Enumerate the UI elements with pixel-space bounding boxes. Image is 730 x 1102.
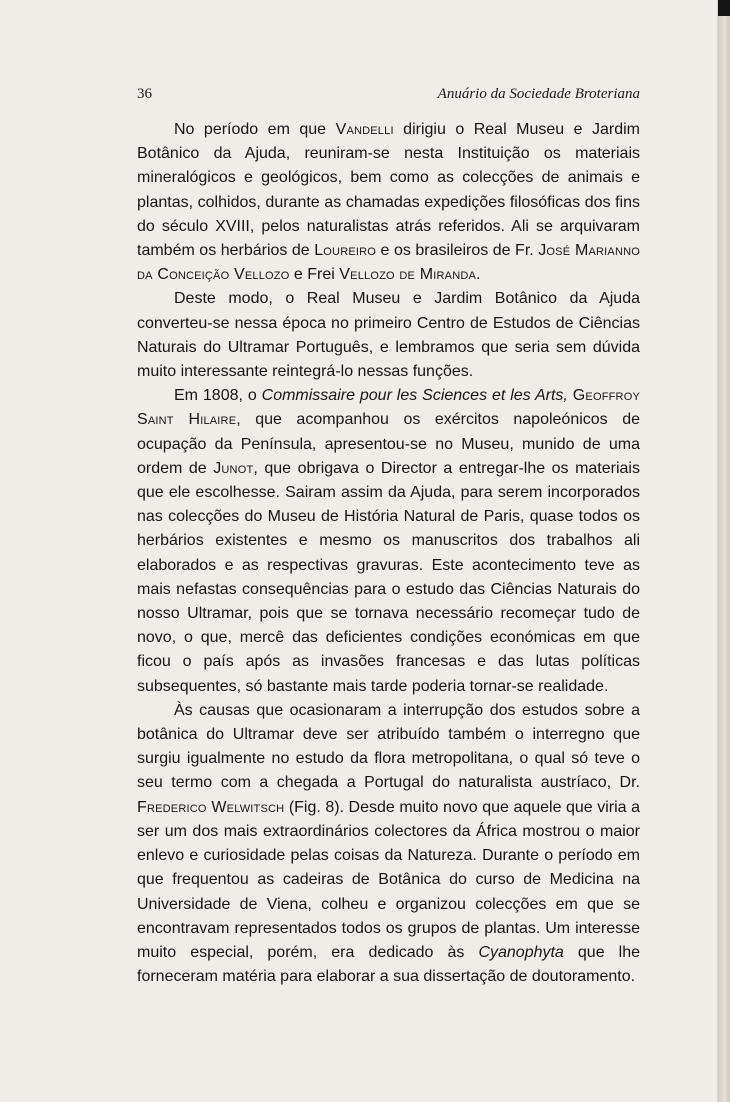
text-span: .: [476, 266, 481, 284]
text-span: e os brasileiros de Fr.: [376, 242, 539, 260]
text-span: (Fig. 8). Desde muito novo que aquele que viria a ser um dos mais extraordinários colectores da África mostrou o maior enlevo e curiosidade pelas coisas da Natureza. Durante o período em que frequentou as cadeiras de Botânica do curso de Medicina na Universidade de Viena, colheu e organizou colecções em que se encontravam representados todos os grupos de plantas. Um interesse muito especial, porém, era dedicado às: [137, 798, 641, 961]
text-span: que lhe forneceram matéria para elaborar a sua dissertação de doutoramento.: [137, 943, 641, 986]
body-text: [137, 118, 640, 989]
text-span: dirigiu o Real Museu e Jardim Botânico da Ajuda, reuniram-se nesta Instituição os materiais mineralógicos e geológicos, bem como as colecções de animais e plantas, colhidos, durante as chamadas expedições filosóficas dos fins do século XVIII, pelos naturalistas atrás referidos. Ali se arquivaram também os herbários de: [137, 121, 641, 260]
person-name: Frederico Welwitsch: [137, 798, 285, 816]
corner-mark: [718, 0, 730, 16]
paragraph-2: Deste modo, o Real Museu e Jardim Botânico da Ajuda converteu-se nessa época no primeiro Centro de Estudos de Ciências Naturais do Ultramar Português, e lembramos que seria sem dúvida muito interessante reintegrá-lo nessas funções.: [137, 290, 640, 381]
person-name: Vandelli: [335, 121, 394, 138]
paragraph-1: [137, 118, 640, 287]
person-name: Loureiro: [314, 242, 377, 260]
person-name: Junot: [213, 459, 254, 477]
page-number: 36: [137, 86, 152, 102]
paragraph-4: [137, 699, 640, 989]
text-span: No período em que: [174, 121, 336, 138]
page-header: [137, 86, 640, 106]
person-name: Vellozo de Miranda: [339, 266, 477, 284]
running-title: Anuário da Sociedade Broteriana: [437, 86, 640, 102]
person-name: Geoffroy Saint Hilaire: [137, 387, 640, 429]
page-edge: [718, 0, 730, 1102]
text-span: Às causas que ocasionaram a interrupção dos estudos sobre a botânica do Ultramar deve ser atribuído também o interregno que surgiu igualmente no estudo da flora metropolitana, o qual só teve o seu termo com a chegada a Portugal do naturalista austríaco, Dr.: [137, 701, 640, 792]
italic-title: Commissaire pour les Sciences et les Arts,: [261, 387, 568, 405]
text-span: e Frei: [289, 266, 340, 284]
text-span: Em 1808, o: [174, 387, 262, 405]
text-span: , que acompanhou os exércitos napoleónicos de ocupação da Península, apresentou-se no Museu, munido de uma ordem de: [137, 411, 640, 477]
person-name: José Marianno da Conceição Vellozo: [137, 242, 640, 284]
italic-taxon: Cyanophyta: [478, 943, 564, 961]
text-span: , que obrigava o Director a entregar-lhe os materiais que ele escolhesse. Sairam assim da Ajuda, para serem incorporados nas colecções do Museu de História Natural de Paris, quase todos os herbários existentes e mesmo os manuscritos dos trabalhos ali elaborados e as respectivas gravuras. Este acontecimento teve as mais nefastas consequências para o estudo das Ciências Naturais do nosso Ultramar, pois que se tornava necessário recomeçar tudo de novo, o que, mercê das deficientes condições económicas em que ficou o país após as invasões francesas e das lutas políticas subsequentes, só bastante mais tarde poderia tornar-se realidade.: [137, 459, 640, 695]
paragraph-3: [137, 384, 640, 699]
